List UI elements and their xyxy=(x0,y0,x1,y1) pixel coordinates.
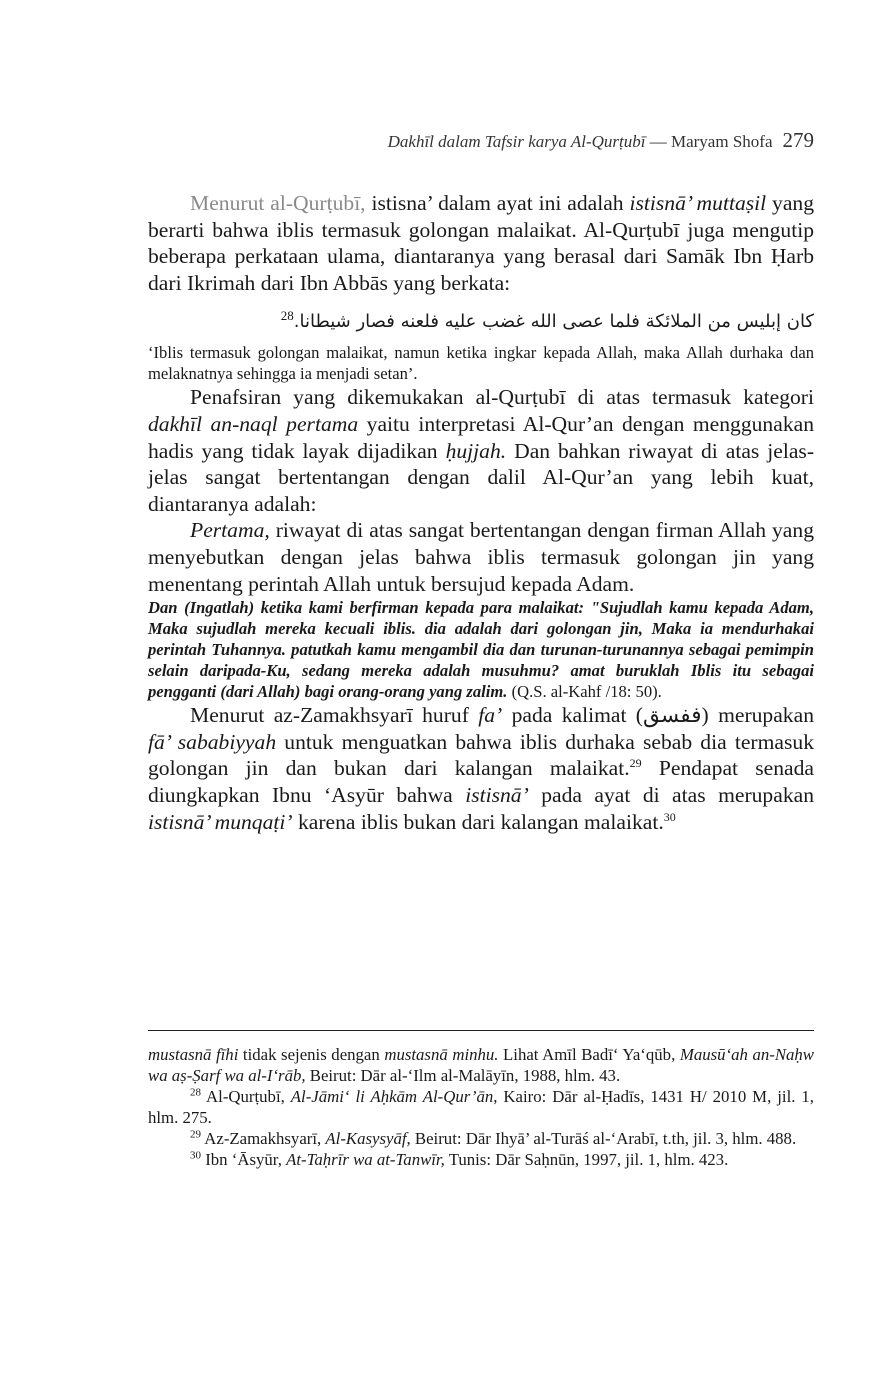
text-span: Al-Qurṭubī, xyxy=(201,1087,291,1106)
footnotes xyxy=(148,1044,814,1170)
italic-term: istisnā’ xyxy=(465,782,529,807)
text-span: Tunis: Dār Saḥnūn, 1997, jil. 1, hlm. 423. xyxy=(444,1150,729,1169)
italic-term: mustasnā fīhi xyxy=(148,1045,239,1064)
arabic-quote-text: كان إبليس من الملائكة فلما عصى الله غضب عليه فلعنه فصار شيطانا. xyxy=(293,311,814,333)
text-span: karena iblis bukan dari kalangan malaikat. xyxy=(292,809,664,834)
footnote-ref-29: 29 xyxy=(629,756,642,771)
main-text xyxy=(148,190,814,835)
italic-term: ḥujjah. xyxy=(445,438,507,463)
arabic-word: ففسق xyxy=(643,703,702,728)
running-header-separator: — xyxy=(645,132,671,151)
text-span: Beirut: Dār al-‘Ilm al-Malāyīn, 1988, hlm. 43. xyxy=(305,1066,621,1085)
page-number: 279 xyxy=(782,128,814,152)
text-span: untuk menguatkan bahwa iblis durhaka sebab dia termasuk golongan jin dan bukan dari kalangan malaikat. xyxy=(148,729,814,781)
italic-term: mustasnā minhu. xyxy=(384,1045,499,1064)
faded-text: Menurut al-Qurṭubī, xyxy=(190,191,366,215)
text-span: Ibn ‘Āsyūr, xyxy=(201,1150,287,1169)
footnote-divider xyxy=(148,1030,814,1031)
italic-term: istisnā’ muttaṣil xyxy=(629,191,767,215)
text-span: tidak sejenis dengan xyxy=(238,1045,385,1064)
paragraph-3 xyxy=(148,517,814,597)
footnote-30 xyxy=(148,1149,814,1170)
text-span: istisna’ dalam ayat ini adalah xyxy=(365,191,630,215)
italic-term: istisnā’ munqaṭi’ xyxy=(148,809,293,834)
footnote-29 xyxy=(148,1128,814,1149)
footnote-28 xyxy=(148,1086,814,1128)
italic-term: Al-Jāmi‘ li Aḥkām Al-Qur’ān xyxy=(290,1087,494,1106)
text-span: pada ayat di atas merupakan xyxy=(528,782,814,807)
text-span: Pendapat senada diungkapkan Ibnu ‘Asyūr bahwa xyxy=(148,756,814,807)
footnote-ref-30: 30 xyxy=(663,809,676,824)
quran-quote-text: Dan (Ingatlah) ketika kami berfirman kepada para malaikat: "Sujudlah kamu kepada Adam, Maka sujudlah mereka kecuali iblis. dia adalah dari golongan jin, Maka ia mendurhakai perintah Tuhannya. patutkah kamu mengambil dia dan turunan-turunannya sebagai pemimpin selain daripada-Ku, sedang mereka adalah musuhmu? amat buruklah Iblis itu sebagai pengganti (dari Allah) bagi orang-orang yang zalim. xyxy=(148,598,814,702)
footnote-ref-28: 28 xyxy=(280,308,294,324)
text-span: Lihat Amīl Badī‘ Ya‘qūb, xyxy=(498,1045,680,1064)
text-span: Dan bahkan riwayat di atas jelas-jelas sangat bertentangan dengan dalil Al-Qur’an yang lebih kuat, diantaranya adalah: xyxy=(148,438,815,516)
running-header-author: Maryam Shofa xyxy=(670,132,773,151)
quran-quote xyxy=(148,597,814,702)
text-span: ) merupakan xyxy=(701,703,814,728)
text-span: Beirut: Dār Ihyā’ al-Turāś al-‘Arabī, t.th, jil. 3, hlm. 488. xyxy=(410,1129,797,1148)
text-span: Menurut az-Zamakhsyarī huruf xyxy=(190,703,479,728)
italic-term: Mausū‘ah an-Naḥw wa aṣ-Ṣarf wa al-I‘rāb, xyxy=(148,1045,815,1085)
paragraph-2 xyxy=(148,384,814,517)
text-span: yang berarti bahwa iblis termasuk golongan malaikat. Al-Qurṭubī juga mengutip beberapa perkataan ulama, diantaranya yang berasal dari Samāk Ibn Ḥarb dari Ikrimah dari Ibn Abbās yang berkata: xyxy=(148,191,815,295)
running-header xyxy=(150,128,814,153)
arabic-quote xyxy=(148,302,814,336)
text-span: pada kalimat ( xyxy=(502,703,643,728)
italic-term: Al-Kasysyāf, xyxy=(325,1129,411,1148)
footnote-number: 28 xyxy=(190,1086,201,1099)
text-span: Az-Zamakhsyarī, xyxy=(201,1129,326,1148)
text-span: Penafsiran yang dikemukakan al-Qurṭubī di atas termasuk kategori xyxy=(190,385,814,410)
text-span: riwayat di atas sangat bertentangan dengan firman Allah yang menyebutkan dengan jelas bahwa iblis termasuk golongan jin yang menentang perintah Allah untuk bersujud kepada Adam. xyxy=(148,518,814,596)
italic-term: fā’ sababiyyah xyxy=(148,729,277,754)
text-span: yaitu interpretasi Al-Qur’an dengan menggunakan hadis yang tidak layak dijadikan xyxy=(148,411,814,463)
paragraph-4 xyxy=(148,702,814,835)
running-header-title: Dakhīl dalam Tafsir karya Al-Qurṭubī xyxy=(387,132,646,151)
italic-term: fa’ xyxy=(478,703,503,728)
text-span: , Kairo: Dār al-Ḥadīs, 1431 H/ 2010 M, jil. 1, hlm. 275. xyxy=(148,1087,814,1127)
italic-term: dakhīl an-naql pertama xyxy=(148,411,359,436)
footnote-number: 30 xyxy=(190,1149,201,1162)
footnote-continuation xyxy=(148,1044,814,1086)
quran-reference: (Q.S. al-Kahf /18: 50). xyxy=(507,682,662,702)
italic-term: At-Taḥrīr wa at-Tanwīr, xyxy=(286,1150,445,1169)
footnote-number: 29 xyxy=(190,1128,201,1141)
arabic-translation: ‘Iblis termasuk golongan malaikat, namun ketika ingkar kepada Allah, maka Allah durhaka dan melaknatnya sehingga ia menjadi setan’. xyxy=(148,343,814,384)
paragraph-1 xyxy=(148,190,814,296)
italic-term: Pertama, xyxy=(190,518,270,543)
